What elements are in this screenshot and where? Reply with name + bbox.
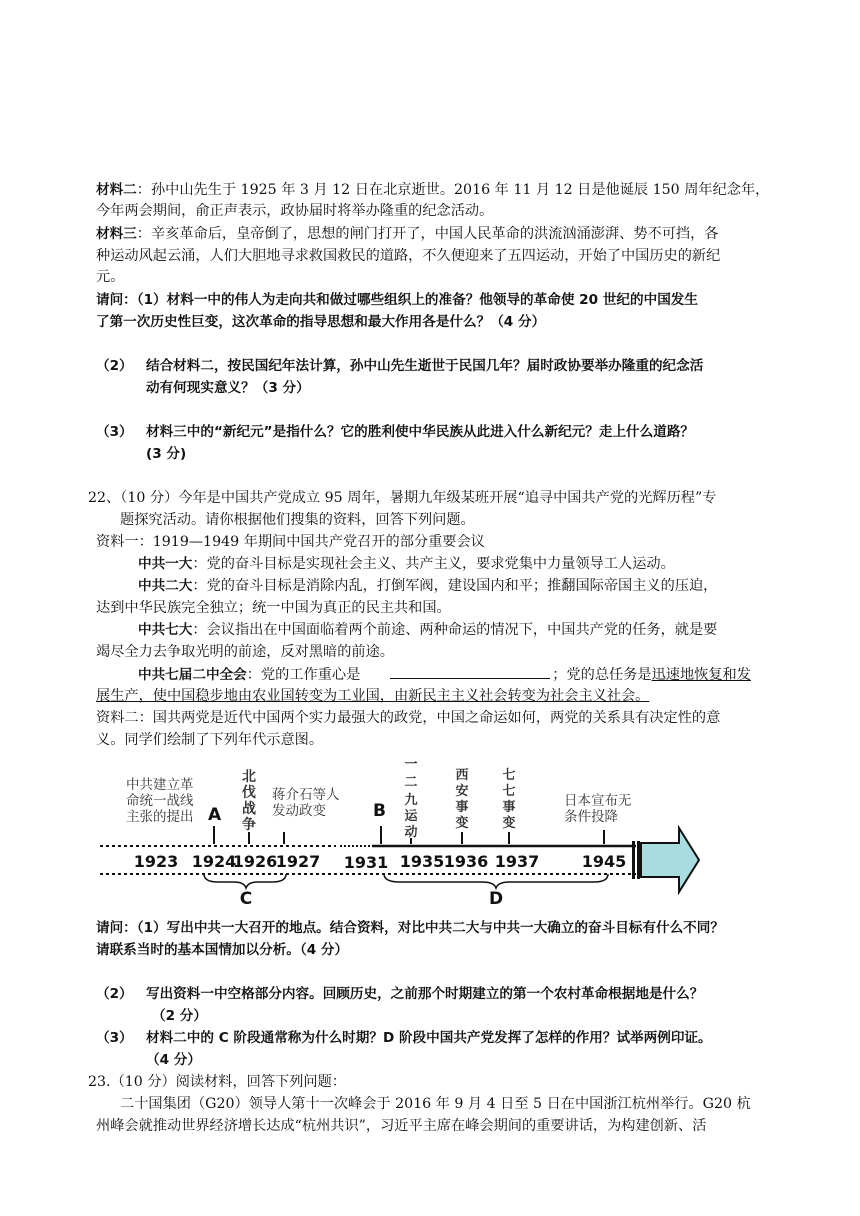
event-dec9-2: 二 [404, 775, 418, 790]
event-japan-line-2: 条件投降 [564, 809, 618, 825]
material-3-label: 材料三 [96, 226, 137, 242]
mark-d: D [488, 889, 504, 906]
q21-question-1-line-2: 了第一次历史性巨变，这次革命的指导思想和最大作用各是什么？（4 分） [96, 314, 546, 330]
plenum-7-2-text-a: ：党的工作重心是 [246, 667, 361, 683]
event-july7-1: 七 [502, 768, 516, 783]
q22-question-1-line-1: 请问：（1）写出中共一大召开的地点。结合资料，对比中共二大与中共一大确立的奋斗目标有什么不同？ [96, 920, 724, 936]
year-1923: 1923 [133, 852, 179, 871]
source-2-line-2: 义。同学们绘制了下列年代示意图。 [96, 732, 324, 748]
brace-c [204, 874, 286, 888]
event-north-4: 争 [242, 817, 256, 833]
event-xian-2: 安 [455, 784, 469, 799]
q23-paragraph-line-2: 州峰会就推动世界经济增长达成“杭州共识”，习近平主席在峰会期间的重要讲话，为构建创新、活 [96, 1118, 707, 1134]
q22-header-line-1: 22、（10 分）今年是中国共产党成立 95 周年，暑期九年级某班开展“追寻中国共产党的光辉历程”专 [88, 490, 717, 506]
event-cpc-line-2: 命统一战线 [126, 793, 194, 809]
q22-question-3-line-1: 材料二中的 C 阶段通常称为什么时期？D 阶段中国共产党发挥了怎样的作用？试举两例印证。 [146, 1030, 712, 1046]
year-1931: 1931 [343, 853, 389, 872]
arrow-icon [641, 828, 699, 892]
mark-a: A [208, 805, 222, 825]
congress-7-text: ：会议指出在中国面临着两个前途、两种命运的情况下，中国共产党的任务，就是要 [192, 622, 718, 638]
event-xian-1: 西 [455, 768, 469, 783]
plenum-7-2 [138, 664, 751, 685]
year-1936: 1936 [443, 852, 489, 871]
answer-blank[interactable] [390, 664, 550, 679]
congress-1-text: ：党的奋斗目标是实现社会主义、共产主义，要求党集中力量领导工人运动。 [192, 556, 675, 572]
event-dec9-4: 运 [404, 809, 418, 824]
plenum-7-2-line-2: 展生产，使中国稳步地由农业国转变为工业国，由新民主主义社会转变为社会主义社会。 [96, 688, 650, 704]
q21-question-3-line-2: (3 分) [146, 446, 187, 462]
congress-2-text: ：党的奋斗目标是消除内乱，打倒军阀，建设国内和平；推翻国际帝国主义的压迫， [192, 578, 718, 594]
year-1926: 1926 [232, 852, 278, 871]
congress-7-line-2: 竭尽全力去争取光明的前途，反对黑暗的前途。 [96, 644, 394, 660]
event-july7-2: 七 [502, 784, 516, 799]
material-3-line-1 [96, 224, 718, 244]
q21-question-2-line-1: 结合材料二，按民国纪年法计算，孙中山先生逝世于民国几年？届时政协要举办隆重的纪念活 [146, 358, 704, 374]
q22-question-1-line-2: 请联系当时的基本国情加以分析。（4 分） [96, 942, 349, 958]
q21-question-2-number: （2） [96, 358, 133, 374]
event-july7-3: 事 [502, 800, 516, 815]
congress-1 [138, 554, 675, 574]
plenum-7-2-text-b: ；党的总任务是 [552, 667, 652, 683]
source-1-title: 资料一：1919—1949 年期间中国共产党召开的部分重要会议 [96, 534, 485, 550]
brace-d [384, 874, 608, 888]
source-2-line-1: 资料二：国共两党是近代中国两个实力最强大的政党，中国之命运如何，两党的关系具有决定性的意 [96, 710, 721, 726]
timeline-diagram [96, 746, 706, 906]
congress-1-label: 中共一大 [138, 556, 193, 572]
q22-question-2-number: （2） [96, 986, 133, 1002]
q23-header: 23.（10 分）阅读材料，回答下列问题： [88, 1074, 346, 1090]
event-chiang-line-1: 蒋介石等人 [272, 787, 340, 803]
year-1937: 1937 [494, 852, 540, 871]
event-dec9-1: 一 [404, 757, 418, 772]
year-1945: 1945 [581, 852, 627, 871]
q21-question-3-number: （3） [96, 424, 133, 440]
year-1935: 1935 [399, 852, 445, 871]
event-dec9-3: 九 [404, 793, 418, 808]
event-dec9-5: 动 [404, 825, 418, 840]
q22-question-2-line-2: （2 分） [152, 1008, 207, 1024]
material-2-line-1 [96, 180, 769, 200]
congress-7 [138, 620, 717, 640]
q21-question-2-line-2: 动有何现实意义？（3 分） [146, 380, 310, 396]
material-2-text: ：孙中山先生于 1925 年 3 月 12 日在北京逝世。2016 年 11 月 12 日是他诞辰 150 周年纪念年， [136, 182, 770, 198]
q23-paragraph-line-1: 二十国集团（G20）领导人第十一次峰会于 2016 年 9 月 4 日至 5 日在中国浙江杭州举行。G20 杭 [120, 1096, 751, 1112]
event-cpc-line-1: 中共建立革 [126, 777, 194, 793]
congress-2 [138, 576, 717, 596]
event-july7-4: 变 [502, 816, 516, 831]
plenum-7-2-label: 中共七届二中全会 [138, 667, 247, 683]
event-cpc-line-3: 主张的提出 [126, 809, 194, 825]
event-xian-3: 事 [455, 800, 469, 815]
material-3-line-3: 元。 [96, 269, 125, 285]
q22-question-3-line-2: （4 分） [146, 1052, 201, 1068]
q22-header-line-2: 题探究活动。请你根据他们搜集的资料，回答下列问题。 [120, 512, 475, 528]
congress-2-line-2: 达到中华民族完全独立；统一中国为真正的民主共和国。 [96, 600, 451, 616]
mark-c: C [239, 889, 253, 906]
event-japan-line-1: 日本宣布无 [564, 793, 632, 809]
plenum-7-2-text-c: 迅速地恢复和发 [651, 667, 751, 683]
congress-2-label: 中共二大 [138, 578, 193, 594]
congress-7-label: 中共七大 [138, 622, 193, 638]
event-chiang-line-2: 发动政变 [272, 803, 326, 819]
event-xian-4: 变 [455, 816, 469, 831]
year-1924: 1924 [191, 852, 237, 871]
material-3-line-2: 种运动风起云涌，人们大胆地寻求救国救民的道路，不久便迎来了五四运动，开始了中国历史的新纪 [96, 248, 721, 264]
year-1927: 1927 [275, 852, 321, 871]
material-2-line-2: 今年两会期间，俞正声表示，政协届时将举办隆重的纪念活动。 [96, 203, 494, 219]
q21-question-3-line-1: 材料三中的“新纪元”是指什么？它的胜利使中华民族从此进入什么新纪元？走上什么道路？ [146, 424, 695, 440]
event-north-3: 战 [242, 801, 256, 817]
event-north-1: 北 [242, 769, 256, 785]
q21-question-1-line-1: 请问：（1）材料一中的伟人为走向共和做过哪些组织上的准备？他领导的革命使 20 世纪的中国发生 [96, 292, 698, 308]
material-3-text: ：辛亥革命后，皇帝倒了，思想的闸门打开了，中国人民革命的洪流汹涌澎湃、势不可挡，各 [136, 226, 719, 242]
q22-question-3-number: （3） [96, 1030, 133, 1046]
q22-question-2-line-1: 写出资料一中空格部分内容。回顾历史，之前那个时期建立的第一个农村革命根据地是什么？ [146, 986, 704, 1002]
mark-b: B [373, 801, 386, 821]
material-2-label: 材料二 [96, 182, 137, 198]
event-north-2: 伐 [242, 785, 256, 801]
